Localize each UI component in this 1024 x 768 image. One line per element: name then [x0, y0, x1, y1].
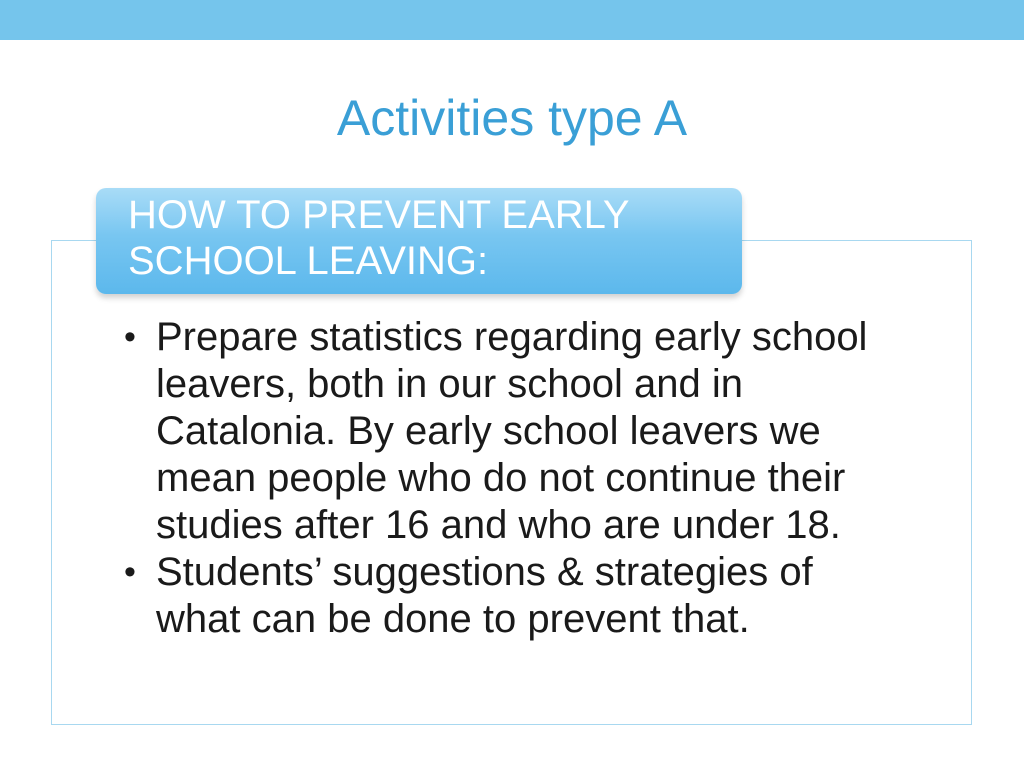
bullet-text: Students’ suggestions & strategies of what can be done to prevent that. [156, 550, 813, 641]
bullet-item [120, 314, 900, 549]
section-header-line-1: HOW TO PREVENT EARLY [128, 193, 630, 237]
bullet-item [120, 549, 900, 643]
section-header [96, 188, 742, 294]
bullet-dot-icon: • [124, 553, 136, 591]
bullet-dot-icon: • [124, 318, 136, 356]
slide-title: Activities type A [336, 90, 688, 146]
bullet-list [120, 314, 900, 643]
section-header-line-2: SCHOOL LEAVING: [128, 239, 489, 283]
top-accent-bar [0, 0, 1024, 40]
bullet-text: Prepare statistics regarding early school leavers, both in our school and in Catalonia. By early school leavers we mean people who do not continue their studies after 16 and who are under 18. [156, 315, 868, 547]
